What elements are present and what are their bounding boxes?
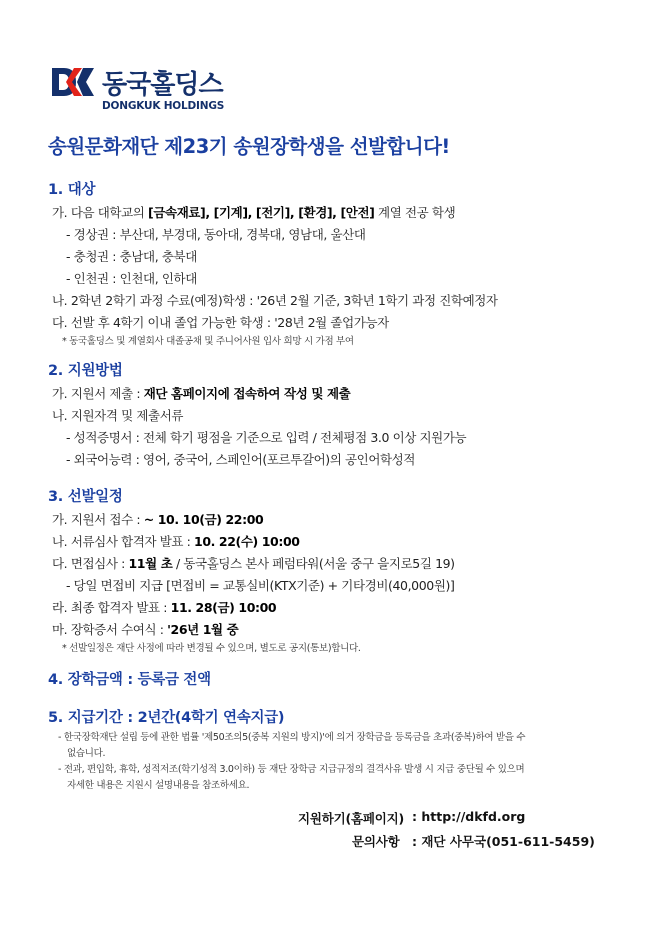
schedule-interview: 다. 면접심사 : 11월 초 / 동국홀딩스 본사 페럼타워(서울 중구 을지로5길 19): [52, 556, 455, 571]
section-5-note-1b: 없습니다.: [67, 748, 106, 759]
section-5-note-2a: - 전과, 편입학, 휴학, 성적저조(학기성적 3.0이하) 등 재단 장학금 지급규정의 결격사유 발생 시 지급 중단될 수 있으며: [58, 764, 525, 775]
section-1-line-da: 다. 선발 후 4학기 이내 졸업 가능한 학생 : '28년 2월 졸업가능자: [52, 315, 389, 330]
contact-value: : 재단 사무국(051-611-5459): [412, 834, 595, 849]
section-1-note: * 동국홀딩스 및 계열회사 대졸공채 및 주니어사원 입사 희망 시 가점 부여: [62, 336, 354, 347]
region-chungcheong: - 충청권 : 충남대, 충북대: [66, 249, 197, 264]
apply-url-link[interactable]: : http://dkfd.org: [412, 809, 526, 824]
doc-transcript: - 성적증명서 : 전체 학기 평점을 기준으로 입력 / 전체평점 3.0 이상 지원가능: [66, 430, 467, 445]
section-4-heading: 4. 장학금액 : 등록금 전액: [48, 672, 211, 688]
page-title: 송원문화재단 제23기 송원장학생을 선발합니다!: [48, 135, 450, 158]
section-3-note: * 선발일정은 재단 사정에 따라 변경될 수 있으며, 별도로 공지(통보)합니다.: [62, 643, 361, 654]
section-5-heading: 5. 지급기간 : 2년간(4학기 연속지급): [48, 710, 285, 726]
schedule-interview-fee: - 당일 면접비 지급 [면접비 = 교통실비(KTX기준) + 기타경비(40,000원)]: [66, 578, 455, 593]
logo-english-text: DONGKUK HOLDINGS: [102, 100, 225, 112]
section-5-note-1a: - 한국장학재단 설립 등에 관한 법률 '제50조의5(중복 지원의 방지)'에 의거 장학금을 등록금을 초과(중복)하여 받을 수: [58, 732, 526, 743]
schedule-application: 가. 지원서 접수 : ~ 10. 10(금) 22:00: [52, 512, 264, 527]
section-1-line-na: 나. 2학년 2학기 과정 수료(예정)학생 : '26년 2월 기준, 3학년 1학기 과정 진학예정자: [52, 293, 498, 308]
logo-korean-text: 동국홀딩스: [102, 70, 223, 100]
schedule-final-result: 라. 최종 합격자 발표 : 11. 28(금) 10:00: [52, 600, 277, 615]
region-gyeongsang: - 경상권 : 부산대, 부경대, 동아대, 경북대, 영남대, 울산대: [66, 227, 366, 242]
section-2-line-ga: 가. 지원서 제출 : 재단 홈페이지에 접속하여 작성 및 제출: [52, 386, 351, 401]
section-1-heading: 1. 대상: [48, 182, 96, 198]
schedule-document-result: 나. 서류심사 합격자 발표 : 10. 22(수) 10:00: [52, 534, 300, 549]
section-3-heading: 3. 선발일정: [48, 489, 123, 505]
region-incheon: - 인천권 : 인천대, 인하대: [66, 271, 197, 286]
apply-label: 지원하기(홈페이지): [298, 811, 405, 826]
company-logo: [50, 64, 300, 116]
section-2-line-na: 나. 지원자격 및 제출서류: [52, 408, 184, 423]
section-2-heading: 2. 지원방법: [48, 363, 123, 379]
schedule-ceremony: 마. 장학증서 수여식 : '26년 1월 중: [52, 622, 239, 637]
dk-logo-icon: [50, 66, 96, 98]
section-5-note-2b: 자세한 내용은 지원시 설명내용을 참조하세요.: [67, 780, 250, 791]
contact-label: 문의사항: [352, 834, 400, 849]
section-1-line-ga: 가. 다음 대학교의 [금속재료], [기계], [전기], [환경], [안전] 계열 전공 학생: [52, 205, 456, 220]
doc-language: - 외국어능력 : 영어, 중국어, 스페인어(포르투갈어)의 공인어학성적: [66, 452, 416, 467]
